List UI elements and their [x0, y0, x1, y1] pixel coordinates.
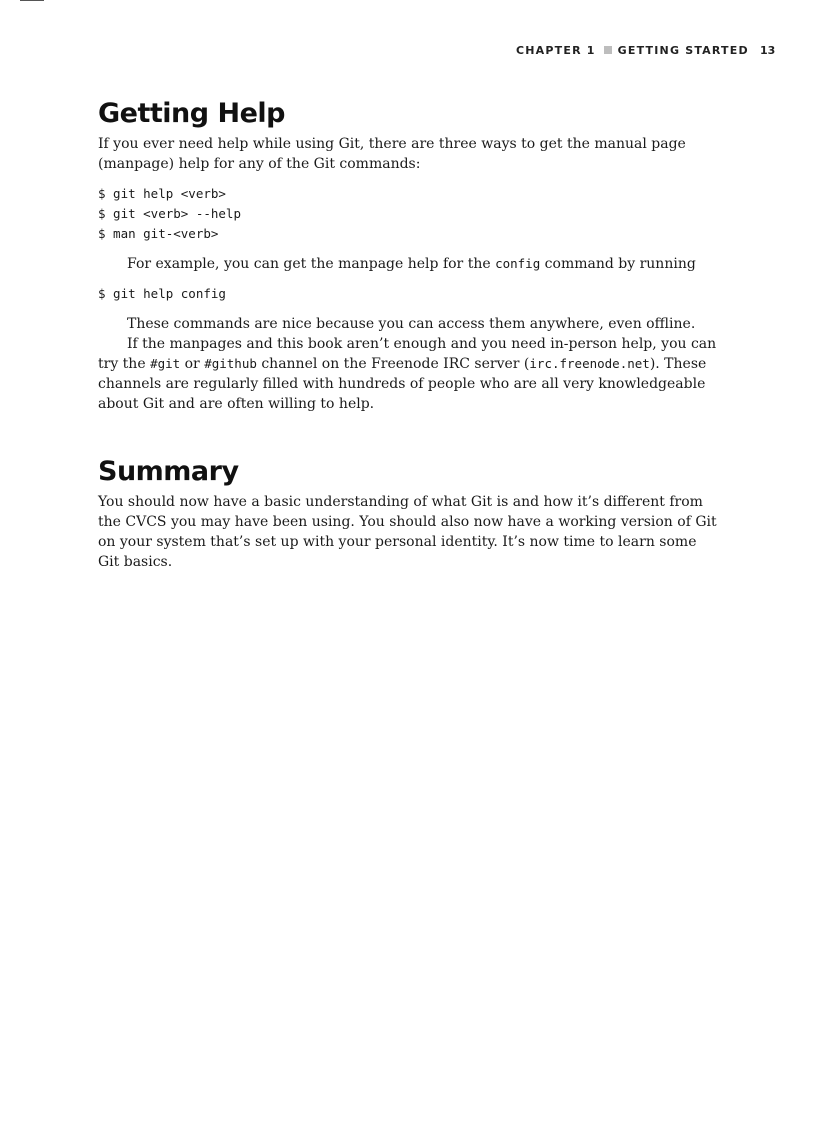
- chapter-title: GETTING STARTED: [617, 44, 749, 57]
- inline-code-github-channel: #github: [204, 356, 257, 371]
- page-body: [98, 94, 718, 572]
- separator-square-icon: [604, 46, 612, 54]
- offline-paragraph: These commands are nice because you can access them anywhere, even offline.: [127, 316, 696, 332]
- irc-text: If the manpages and this book aren’t enough and you need in-person help, you can try the: [98, 336, 717, 372]
- chapter-label: CHAPTER 1: [516, 44, 596, 57]
- example-text-end: command by running: [540, 256, 696, 272]
- summary-paragraph: You should now have a basic understanding of what Git is and how it’s different from the CVCS you may have been using. You should also now have a working version of Git on your system that’s set up with your personal identity. It’s now time to learn some Git basics.: [98, 494, 717, 570]
- example-paragraph: [98, 254, 718, 274]
- inline-code-irc-server: irc.freenode.net: [529, 356, 650, 371]
- page-number: 13: [760, 44, 776, 57]
- help-commands-codeblock: [98, 184, 718, 244]
- top-edge-rule: [20, 0, 44, 1]
- example-text: For example, you can get the manpage help for the: [127, 256, 496, 272]
- inline-code-git-channel: #git: [150, 356, 181, 371]
- getting-help-heading: Getting Help: [98, 98, 285, 129]
- code-line: $ git help config: [98, 286, 226, 301]
- irc-text-end: ). These channels are regularly filled with hundreds of people who are all very knowledgeable about Git and are often willing to help.: [98, 356, 707, 412]
- irc-paragraph: [98, 334, 718, 414]
- irc-text-or: or: [180, 356, 205, 372]
- code-line: $ man git-<verb>: [98, 226, 219, 241]
- config-command-codeblock: [98, 284, 718, 304]
- code-line: $ git help <verb>: [98, 186, 226, 201]
- irc-text-server: channel on the Freenode IRC server (: [256, 356, 530, 372]
- inline-code-config: config: [495, 256, 541, 271]
- code-line: $ git <verb> --help: [98, 206, 241, 221]
- summary-heading: Summary: [98, 456, 239, 487]
- running-head: [516, 44, 749, 57]
- getting-help-intro: If you ever need help while using Git, there are three ways to get the manual page (manpage) help for any of the Git commands:: [98, 136, 686, 172]
